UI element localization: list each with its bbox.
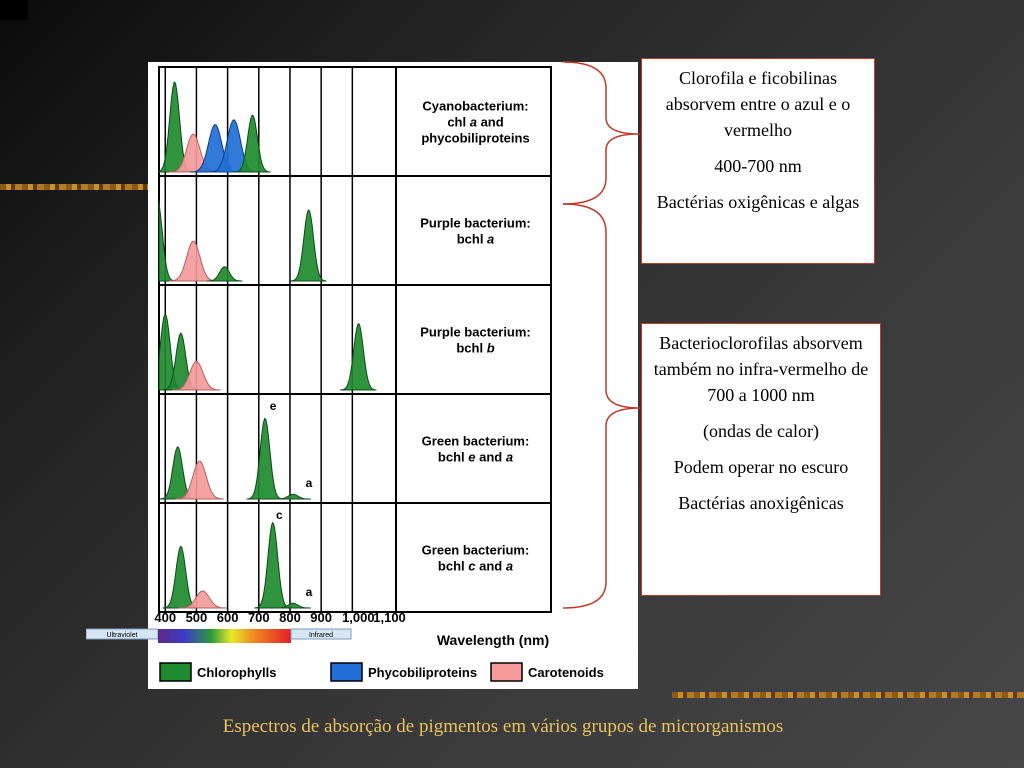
peak-label: c [275, 508, 283, 522]
panel-label-part: bchl [437, 558, 469, 574]
peak-label: a [305, 585, 313, 599]
bracket-top [563, 62, 640, 204]
panel-label-part: a [505, 449, 514, 465]
panel-label-part: Green bacterium: [421, 542, 530, 558]
callout-oxygenic [641, 58, 875, 264]
peak-label: e [269, 399, 277, 413]
x-axis-label: Wavelength (nm) [436, 632, 550, 648]
callout-text: Bacterioclorofilas absorvem também no infra-vermelho de 700 a 1000 nm [653, 333, 869, 405]
panel-label-part: bchl [456, 231, 488, 247]
callout-text: 400-700 nm [714, 156, 802, 176]
panel-label-part: and [475, 558, 506, 574]
panel-label-part: phycobiliproteins [421, 130, 530, 146]
panel-label-part: Purple bacterium: [420, 324, 531, 340]
panel-label-part: c [468, 558, 476, 574]
x-tick-label: 600 [216, 610, 239, 625]
panel-label-part: Cyanobacterium: [422, 98, 529, 114]
panel-label-part: bchl [437, 449, 469, 465]
slide-caption: Espectros de absorção de pigmentos em vários grupos de microrganismos [222, 716, 784, 737]
callout-anoxygenic [641, 323, 881, 596]
panel-label-part: Purple bacterium: [420, 215, 531, 231]
panel-label-part: and [476, 114, 504, 130]
ultraviolet-label: Ultraviolet [106, 632, 138, 639]
panel-label-part: bchl [456, 340, 487, 356]
callout-text: Podem operar no escuro [673, 457, 849, 477]
panel-label-part: a [469, 114, 477, 130]
panel-label-part: b [486, 340, 495, 356]
peak-label: a [305, 476, 313, 490]
callout-text: Clorofila e ficobilinas absorvem entre o azul e o vermelho [665, 68, 851, 140]
x-tick-label: 900 [310, 610, 333, 625]
panel-label-part: and [475, 449, 506, 465]
legend-label: Carotenoids [528, 665, 604, 680]
x-tick-label: 700 [247, 610, 270, 625]
x-tick-label: 500 [185, 610, 208, 625]
panel-label-part: Green bacterium: [421, 433, 530, 449]
panel-label-part: e [468, 449, 476, 465]
legend-label: Phycobiliproteins [368, 665, 478, 680]
panel-label-part: a [505, 558, 514, 574]
callout-text: (ondas de calor) [703, 421, 819, 441]
callout-text: Bactérias anoxigênicas [678, 493, 844, 513]
bracket-bottom [563, 204, 640, 608]
x-tick-label: 400 [154, 610, 177, 625]
panel-label-part: a [487, 231, 495, 247]
legend-label: Chlorophylls [197, 665, 277, 680]
panel-label-part: chl [447, 114, 470, 130]
x-tick-label: 800 [279, 610, 301, 625]
x-tick-label: 1,100 [373, 610, 406, 625]
infrared-label: Infrared [308, 632, 334, 639]
callout-text: Bactérias oxigênicas e algas [656, 192, 860, 212]
ultraviolet-arrow [86, 627, 158, 647]
x-tick-label: 1,000 [342, 610, 375, 625]
